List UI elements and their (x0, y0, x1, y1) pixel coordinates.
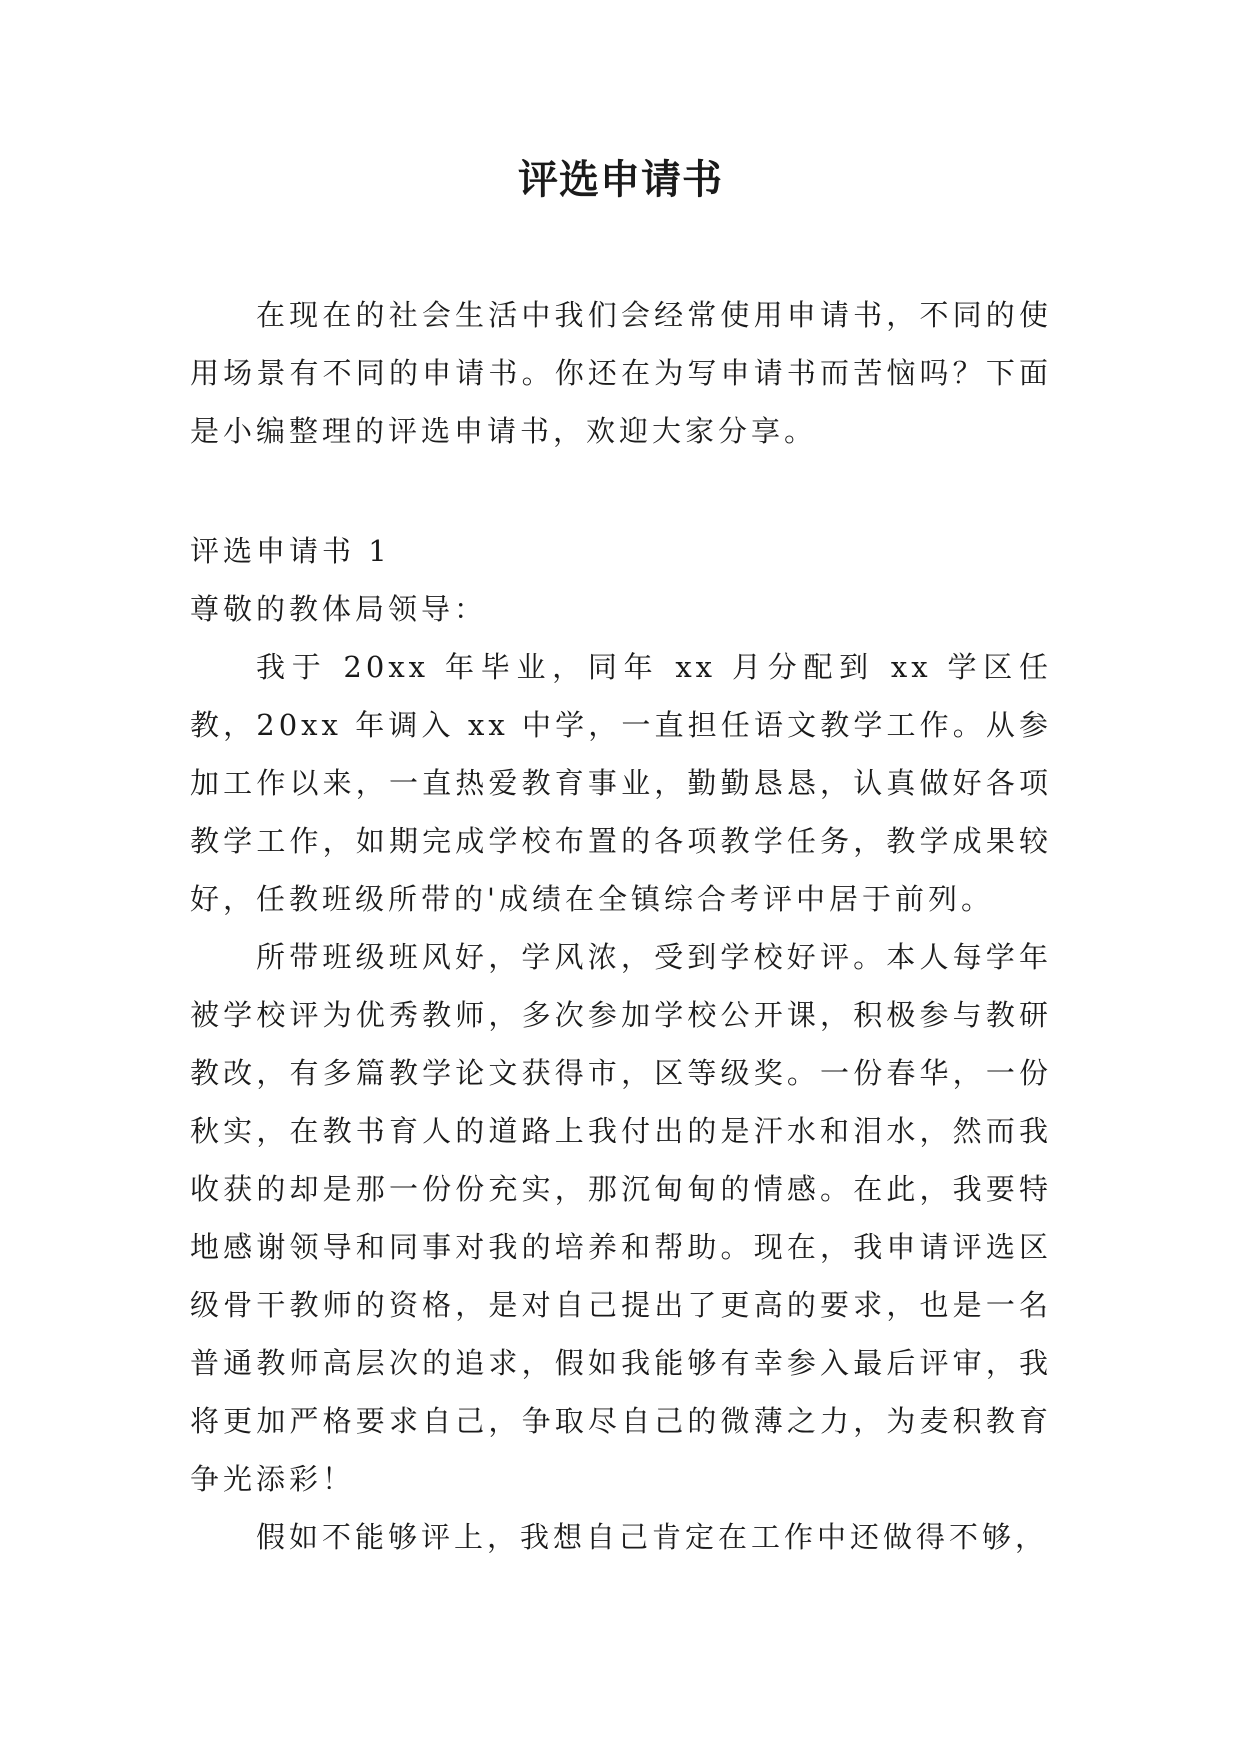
body-paragraph-2: 所带班级班风好，学风浓，受到学校好评。本人每学年被学校评为优秀教师，多次参加学校公开课，积极参与教研教改，有多篇教学论文获得市，区等级奖。一份春华，一份秋实，在教书育人的道路上我付出的是汗水和泪水，然而我收获的却是那一份份充实，那沉甸甸的情感。在此，我要特地感谢领导和同事对我的培养和帮助。现在，我申请评选区级骨干教师的资格，是对自己提出了更高的要求，也是一名普通教师高层次的追求，假如我能够有幸参入最后评审，我将更加严格要求自己，争取尽自己的微薄之力，为麦积教育争光添彩！ (190, 940, 1052, 1496)
document-title: 评选申请书 (518, 156, 723, 203)
section-title: 评选申请书 1 (190, 534, 391, 568)
body-paragraph-3: 假如不能够评上，我想自己肯定在工作中还做得不够， (256, 1520, 1049, 1554)
intro-paragraph: 在现在的社会生活中我们会经常使用申请书，不同的使用场景有不同的申请书。你还在为写申请书而苦恼吗？下面是小编整理的评选申请书，欢迎大家分享。 (190, 298, 1052, 448)
salutation: 尊敬的教体局领导： (190, 592, 488, 626)
body-paragraph-1: 我于 20xx 年毕业，同年 xx 月分配到 xx 学区任教，20xx 年调入 xx 中学，一直担任语文教学工作。从参加工作以来，一直热爱教育事业，勤勤恳恳，认真做好各项教学工作，如期完成学校布置的各项教学任务，教学成果较好，任教班级所带的'成绩在全镇综合考评中居于前列。 (190, 650, 1052, 916)
